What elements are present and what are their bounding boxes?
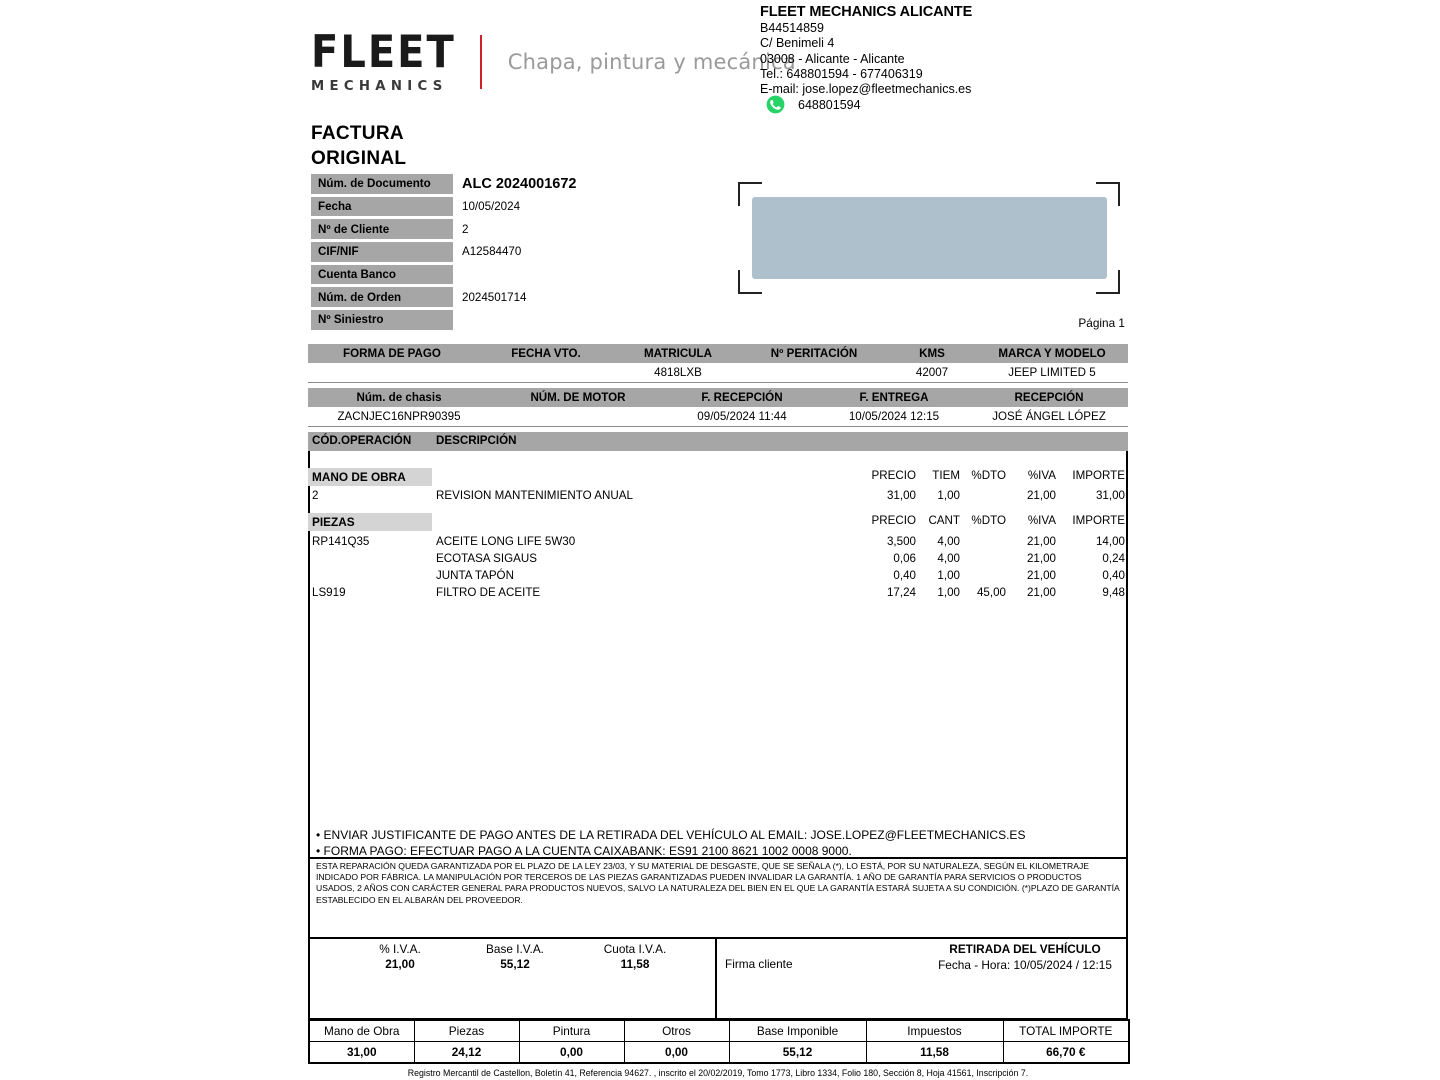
col-header-descripcion: DESCRIPCIÓN: [436, 434, 517, 447]
item-precio: 0,06: [893, 552, 916, 565]
item-description: REVISION MANTENIMIENTO ANUAL: [436, 489, 633, 502]
line-items-header: [308, 432, 1128, 451]
item-importe: 14,00: [1095, 535, 1125, 548]
tax-base-value: 55,12: [500, 957, 530, 971]
logo-primary-text: FLEET: [311, 26, 456, 79]
item-cant: 1,00: [937, 569, 960, 582]
document-header: [0, 0, 1440, 120]
item-precio: 17,24: [886, 586, 916, 599]
doc-info-value: [453, 310, 771, 330]
doc-info-row-cifnif: [311, 242, 771, 262]
col-header-cant: CANT: [928, 514, 960, 527]
col-header-f-recepcion: F. RECEPCIÓN: [666, 388, 818, 407]
item-iva: 21,00: [1026, 552, 1056, 565]
doc-info-value: 2024501714: [462, 290, 527, 304]
whatsapp-contact: [766, 95, 861, 114]
tax-summary-section: [308, 937, 1128, 1019]
crop-mark-bottom-right: [1096, 270, 1120, 294]
item-iva: 21,00: [1026, 535, 1056, 548]
cell-marca-modelo: JEEP LIMITED 5: [976, 363, 1128, 383]
company-name: FLEET MECHANICS ALICANTE: [760, 4, 973, 20]
pickup-datetime: Fecha - Hora: 10/05/2024 / 12:15: [938, 957, 1112, 972]
registry-footer: Registro Mercantil de Castellon, Boletín 41, Referencia 94627. , inscrito el 20/02/2019, Tomo 1773, Libro 1334, Folio 180, Sección 8, Hoja 41561, Inscripción 7.: [407, 1068, 1029, 1078]
doc-info-row-orden: [311, 287, 771, 307]
section-header-mano-de-obra: MANO DE OBRA: [308, 468, 432, 486]
col-header-forma-pago: FORMA DE PAGO: [308, 344, 476, 363]
item-cant: 1,00: [937, 586, 960, 599]
section-header-piezas: PIEZAS: [308, 513, 432, 531]
doc-info-value: 10/05/2024: [462, 199, 521, 213]
item-iva: 21,00: [1026, 569, 1056, 582]
tax-percent-label: % I.V.A.: [379, 942, 421, 956]
document-info-table: [311, 174, 771, 333]
whatsapp-icon: [766, 95, 785, 114]
title-line-factura: FACTURA: [311, 123, 404, 144]
cell-chasis: ZACNJEC16NPR90395: [308, 407, 490, 427]
totals-value-base-imponible: 55,12: [729, 1042, 866, 1064]
item-importe: 0,40: [1102, 569, 1125, 582]
col-header-marca-modelo: MARCA Y MODELO: [976, 344, 1128, 363]
title-line-original: ORIGINAL: [311, 148, 407, 169]
company-tagline: Chapa, pintura y mecánica: [507, 49, 796, 74]
item-importe: 31,00: [1095, 489, 1125, 502]
col-header-recepcion: RECEPCIÓN: [970, 388, 1128, 407]
item-precio: 0,40: [893, 569, 916, 582]
doc-info-row-cliente: [311, 219, 771, 239]
signature-label: Firma cliente: [725, 957, 793, 971]
item-code: LS919: [312, 586, 346, 599]
cell-kms: 42007: [888, 363, 976, 383]
totals-header-total: TOTAL IMPORTE: [1003, 1020, 1129, 1042]
whatsapp-number: 648801594: [798, 97, 861, 112]
item-importe: 9,48: [1102, 586, 1125, 599]
doc-info-label: Núm. de Documento: [311, 174, 453, 194]
doc-info-label: Cuenta Banco: [311, 265, 453, 285]
cell-f-entrega: 10/05/2024 12:15: [818, 407, 970, 427]
col-header-fecha-vto: FECHA VTO.: [476, 344, 616, 363]
tax-quota-value: 11,58: [620, 957, 650, 971]
totals-table: [308, 1019, 1130, 1064]
item-code: 2: [312, 489, 319, 502]
doc-info-value: 2: [462, 222, 469, 236]
logo-divider: [480, 35, 482, 89]
line-item-row: [308, 569, 1128, 586]
col-header-iva: %IVA: [1027, 514, 1056, 527]
cell-f-recepcion: 09/05/2024 11:44: [666, 407, 818, 427]
item-dto: 45,00: [976, 586, 1006, 599]
company-vat-id: B44514859: [760, 21, 824, 36]
doc-info-row-siniestro: [311, 310, 771, 330]
totals-header-row: [309, 1020, 1129, 1042]
line-item-row: [308, 586, 1128, 603]
items-spacer: [308, 905, 1128, 937]
item-cant: 4,00: [937, 535, 960, 548]
doc-info-value: [453, 265, 771, 285]
crop-mark-top-right: [1096, 182, 1120, 206]
doc-info-label: Núm. de Orden: [311, 287, 453, 307]
item-description: ACEITE LONG LIFE 5W30: [436, 535, 576, 548]
totals-header-mano-obra: Mano de Obra: [309, 1020, 414, 1042]
totals-value-impuestos: 11,58: [866, 1042, 1003, 1064]
col-header-precio: PRECIO: [871, 514, 916, 527]
totals-header-impuestos: Impuestos: [866, 1020, 1003, 1042]
col-header-matricula: MATRICULA: [616, 344, 740, 363]
tax-quota-label: Cuota I.V.A.: [603, 942, 667, 956]
item-importe: 0,24: [1102, 552, 1125, 565]
line-item-row: [308, 552, 1128, 569]
item-description: ECOTASA SIGAUS: [436, 552, 537, 565]
col-header-motor: NÚM. DE MOTOR: [490, 388, 666, 407]
vehicle-summary-table: [308, 344, 1128, 383]
col-header-codigo-operacion: CÓD.OPERACIÓN: [312, 434, 412, 447]
company-contact-block: [760, 5, 972, 97]
tax-quota-cell: [550, 942, 720, 972]
warranty-legal-text: ESTA REPARACIÓN QUEDA GARANTIZADA POR EL PLAZO DE LA LEY 23/03, Y SU MATERIAL DE DESGASTE, QUE SE SEÑALA (*), LO ESTÁ, POR SU NATURALEZA, SEGÚN EL KILOMETRAJE INDICADO POR FÁBRICA. LA MANIPULACIÓN POR TERCEROS DE LAS PIEZAS GARANTIZADAS PUEDEN INVALIDAR LA GARANTÍA. 1 AÑO DE GARANTÍA PARA SERVICIOS O PRODUCTOS USADOS, 2 AÑOS CON CARÁCTER GENERAL PARA PRODUCTOS NUEVOS, SALVO LA NATURALEZA DEL BIEN EN EL QUE LA GARANTÍA ESTARÁ SUJETA A SU CONDICIÓN. (*)PLAZO DE GARANTÍA ESTABLECIDO EN EL ALBARÁN DEL PROVEEDOR.: [308, 857, 1128, 909]
item-cant: 4,00: [937, 552, 960, 565]
cell-peritacion: [740, 363, 888, 383]
company-city: 03008 - Alicante - Alicante: [760, 51, 905, 66]
doc-info-row-numero: [311, 174, 771, 194]
crop-mark-bottom-left: [738, 270, 762, 294]
col-header-importe: IMPORTE: [1072, 469, 1125, 482]
company-logo: [311, 26, 796, 94]
payment-notes: [308, 826, 1128, 861]
col-header-importe: IMPORTE: [1072, 514, 1125, 527]
totals-value-piezas: 24,12: [414, 1042, 519, 1064]
tax-summary-divider: [715, 939, 717, 1018]
totals-header-base-imponible: Base Imponible: [729, 1020, 866, 1042]
page-number: Página 1: [1078, 316, 1125, 330]
totals-header-pintura: Pintura: [519, 1020, 624, 1042]
item-description: JUNTA TAPÓN: [436, 569, 514, 582]
doc-info-label: Nº Siniestro: [311, 310, 453, 330]
cell-motor: [490, 407, 666, 427]
line-item-row: [308, 535, 1128, 552]
totals-value-mano-obra: 31,00: [309, 1042, 414, 1064]
vehicle-detail-table: [308, 388, 1128, 427]
crop-mark-top-left: [738, 182, 762, 206]
totals-value-total: 66,70 €: [1003, 1042, 1129, 1064]
line-item-row: [308, 489, 1128, 506]
note-line: • FORMA PAGO: EFECTUAR PAGO A LA CUENTA CAIXABANK: ES91 2100 8621 1002 0008 9000.: [316, 843, 852, 858]
totals-value-otros: 0,00: [624, 1042, 729, 1064]
doc-info-value: A12584470: [462, 245, 522, 259]
col-header-tiem: TIEM: [932, 469, 960, 482]
cell-recepcion: JOSÉ ÁNGEL LÓPEZ: [970, 407, 1128, 427]
doc-info-row-cuenta-banco: [311, 265, 771, 285]
col-header-f-entrega: F. ENTREGA: [818, 388, 970, 407]
col-header-kms: KMS: [888, 344, 976, 363]
tax-percent-value: 21,00: [385, 957, 415, 971]
item-description: FILTRO DE ACEITE: [436, 586, 541, 599]
totals-header-otros: Otros: [624, 1020, 729, 1042]
logo-secondary-text: MECHANICS: [311, 79, 448, 94]
pickup-title: RETIRADA DEL VEHÍCULO: [949, 942, 1101, 956]
customer-address-block: [738, 182, 1120, 294]
tax-base-label: Base I.V.A.: [486, 942, 544, 956]
table-header-row: [308, 344, 1128, 363]
company-phones: Tel.: 648801594 - 677406319: [760, 66, 923, 81]
item-code: RP141Q35: [312, 535, 370, 548]
labor-column-headers: [308, 469, 1128, 486]
doc-info-row-fecha: [311, 197, 771, 217]
col-header-chasis: Núm. de chasis: [308, 388, 490, 407]
company-email: E-mail: jose.lopez@fleetmechanics.es: [760, 82, 972, 97]
doc-info-label: Fecha: [311, 197, 453, 217]
item-tiem: 1,00: [937, 489, 960, 502]
totals-value-pintura: 0,00: [519, 1042, 624, 1064]
col-header-dto: %DTO: [971, 514, 1006, 527]
col-header-precio: PRECIO: [871, 469, 916, 482]
item-iva: 21,00: [1026, 586, 1056, 599]
table-header-row: [308, 388, 1128, 407]
doc-info-label: CIF/NIF: [311, 242, 453, 262]
item-precio: 3,500: [886, 535, 916, 548]
cell-fecha-vto: [476, 363, 616, 383]
cell-matricula: 4818LXB: [616, 363, 740, 383]
doc-info-label: Nº de Cliente: [311, 219, 453, 239]
table-row: [308, 407, 1128, 427]
page-title: [311, 121, 406, 171]
col-header-iva: %IVA: [1027, 469, 1056, 482]
redacted-address-area: [752, 197, 1107, 279]
table-row: [308, 363, 1128, 383]
col-header-peritacion: Nº PERITACIÓN: [740, 344, 888, 363]
logo-wordmark: [311, 26, 456, 94]
item-precio: 31,00: [886, 489, 916, 502]
parts-column-headers: [308, 514, 1128, 531]
totals-header-piezas: Piezas: [414, 1020, 519, 1042]
item-iva: 21,00: [1026, 489, 1056, 502]
vehicle-pickup-block: [830, 942, 1220, 973]
company-street: C/ Benimeli 4: [760, 36, 835, 51]
doc-info-value: ALC 2024001672: [462, 175, 577, 192]
totals-value-row: [309, 1042, 1129, 1064]
col-header-dto: %DTO: [971, 469, 1006, 482]
note-line: • ENVIAR JUSTIFICANTE DE PAGO ANTES DE LA RETIRADA DEL VEHÍCULO AL EMAIL: JOSE.LOPEZ@FLEETMECHANICS.ES: [316, 828, 1026, 842]
cell-forma-pago: [308, 363, 476, 383]
